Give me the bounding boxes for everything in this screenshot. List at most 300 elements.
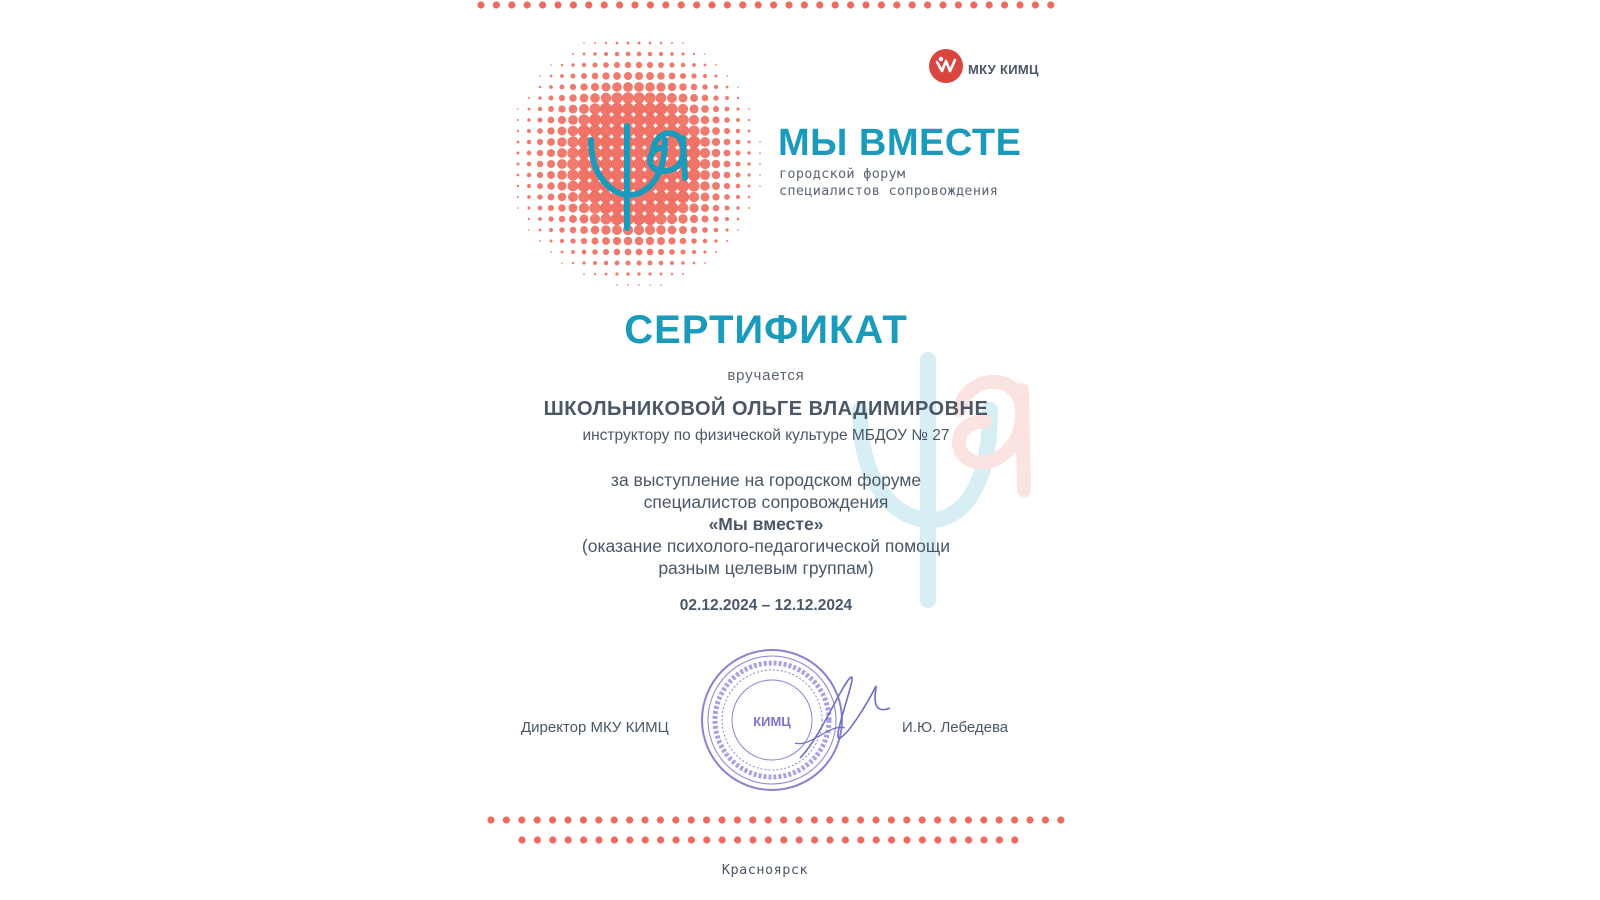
halftone-dot: [547, 182, 555, 190]
halftone-dot: [567, 169, 578, 180]
halftone-dot: [603, 249, 609, 255]
halftone-dot: [647, 249, 654, 256]
halftone-dot: [656, 225, 666, 235]
border-dot: [924, 1, 931, 8]
halftone-dot: [701, 105, 709, 113]
halftone-dot: [557, 148, 567, 158]
halftone-dot: [611, 147, 623, 159]
halftone-dot: [747, 140, 750, 143]
halftone-dot: [700, 126, 709, 135]
halftone-dot: [517, 119, 519, 121]
halftone-dot: [602, 237, 610, 245]
halftone-dot: [605, 42, 607, 44]
halftone-dot: [647, 62, 653, 68]
border-dot: [518, 816, 525, 823]
halftone-dot: [712, 193, 719, 200]
halftone-dot: [548, 117, 555, 124]
border-dot: [601, 1, 608, 8]
halftone-dot: [656, 93, 667, 104]
official-stamp: [700, 648, 900, 798]
border-dot: [934, 836, 941, 843]
halftone-dot: [550, 240, 553, 243]
halftone-dot: [583, 273, 585, 275]
border-dot: [796, 836, 803, 843]
halftone-dot: [527, 118, 531, 122]
halftone-dot: [680, 249, 685, 254]
halftone-dot: [559, 216, 566, 223]
border-dot: [749, 836, 756, 843]
halftone-dot: [747, 173, 750, 176]
halftone-dot: [669, 62, 674, 67]
border-dot: [980, 836, 987, 843]
halftone-dot: [589, 114, 601, 126]
halftone-dot: [538, 206, 543, 211]
reason-line-4: (оказание психолого-педагогической помощи: [581, 536, 951, 556]
halftone-dot: [624, 72, 632, 80]
halftone-dot: [678, 104, 688, 114]
kimc-logo-icon: [929, 49, 963, 83]
halftone-dot: [537, 183, 543, 189]
halftone-dot: [604, 52, 608, 56]
halftone-dot: [645, 225, 655, 235]
border-dot: [780, 816, 787, 823]
border-dot: [580, 836, 587, 843]
border-dot: [826, 836, 833, 843]
halftone-dot: [633, 114, 645, 126]
halftone-dot: [557, 159, 567, 169]
halftone-dot: [611, 103, 623, 115]
border-dot: [508, 1, 515, 8]
border-dot: [708, 1, 715, 8]
border-dot: [826, 816, 833, 823]
halftone-dot: [517, 108, 519, 110]
halftone-dot: [658, 62, 664, 68]
halftone-dot: [567, 136, 578, 147]
halftone-dot: [578, 147, 590, 159]
halftone-dot: [657, 72, 665, 80]
halftone-dot: [614, 62, 620, 68]
halftone-dot: [737, 229, 739, 231]
halftone-dot: [627, 284, 629, 286]
halftone-dot: [638, 42, 641, 45]
halftone-dot: [549, 85, 553, 89]
awarded-label: вручается: [727, 367, 805, 384]
halftone-dot: [633, 136, 645, 148]
halftone-dot: [579, 203, 589, 213]
recipient-name: ШКОЛЬНИКОВОЙ ОЛЬГЕ ВЛАДИМИРОВНЕ: [543, 398, 989, 420]
halftone-dot: [550, 64, 552, 66]
halftone-dot: [567, 147, 579, 159]
border-dot: [1026, 816, 1033, 823]
halftone-dot: [660, 42, 662, 44]
halftone-dot: [634, 225, 644, 235]
border-dot: [893, 1, 900, 8]
border-dot: [780, 836, 787, 843]
border-dot: [1042, 816, 1049, 823]
border-dot: [487, 816, 494, 823]
halftone-dot: [712, 171, 720, 179]
halftone-dot: [689, 115, 699, 125]
halftone-dot: [537, 150, 543, 156]
border-dot: [641, 816, 648, 823]
halftone-dot: [528, 108, 531, 111]
halftone-dot: [748, 108, 750, 110]
halftone-dot: [655, 114, 667, 126]
halftone-dot: [689, 104, 698, 113]
halftone-dot: [612, 225, 622, 235]
halftone-dot: [517, 152, 520, 155]
halftone-dot: [678, 203, 689, 214]
halftone-dot: [578, 114, 589, 125]
halftone-dot: [547, 160, 555, 168]
halftone-dot: [637, 52, 642, 57]
halftone-dot: [691, 84, 698, 91]
halftone-dot: [646, 237, 654, 245]
halftone-dot: [644, 125, 656, 137]
halftone-dot: [724, 128, 730, 134]
halftone-dot: [592, 249, 598, 255]
halftone-dot: [704, 262, 706, 264]
forum-subtitle-line1: городской форум: [779, 166, 906, 182]
border-dot: [493, 1, 500, 8]
border-dot: [872, 816, 879, 823]
border-dot: [795, 816, 802, 823]
halftone-dot: [681, 63, 686, 68]
halftone-dot: [600, 114, 612, 126]
halftone-dot: [737, 97, 739, 99]
halftone-dot: [748, 119, 750, 121]
halftone-dot: [659, 261, 664, 266]
halftone-dot: [736, 140, 741, 145]
halftone-dot: [571, 74, 576, 79]
halftone-dot: [548, 216, 553, 221]
halftone-dot: [658, 249, 664, 255]
border-dot: [565, 836, 572, 843]
halftone-dot: [701, 204, 709, 212]
halftone-dot: [537, 172, 543, 178]
halftone-dot: [669, 73, 676, 80]
halftone-dot: [538, 107, 542, 111]
halftone-dot: [712, 182, 720, 190]
border-dot: [919, 836, 926, 843]
halftone-dot: [624, 237, 633, 246]
halftone-dot: [712, 116, 719, 123]
halftone-dot: [527, 140, 531, 144]
halftone-dot: [527, 129, 531, 133]
border-dot: [785, 1, 792, 8]
halftone-dot: [702, 84, 707, 89]
halftone-dot: [580, 226, 588, 234]
border-dot: [919, 816, 926, 823]
halftone-dot: [550, 75, 553, 78]
halftone-dot: [591, 226, 600, 235]
border-dot: [842, 836, 849, 843]
border-dot: [524, 1, 531, 8]
border-dot: [1016, 1, 1023, 8]
halftone-dot: [735, 161, 740, 166]
halftone-dot: [668, 226, 677, 235]
halftone-dot: [747, 151, 750, 154]
director-label: Директор МКУ КИМЦ: [521, 719, 669, 736]
halftone-dot: [701, 193, 710, 202]
halftone-dot: [724, 183, 730, 189]
halftone-dot: [635, 72, 643, 80]
halftone-dot: [623, 82, 633, 92]
border-dot: [801, 1, 808, 8]
border-dot: [647, 1, 654, 8]
halftone-dot: [568, 192, 578, 202]
halftone-dot: [736, 107, 739, 110]
reason-line-2: специалистов сопровождения: [643, 492, 889, 512]
halftone-dot: [527, 151, 532, 156]
halftone-dot: [612, 82, 622, 92]
border-dot: [570, 1, 577, 8]
halftone-dot: [537, 139, 543, 145]
border-dot: [657, 816, 664, 823]
halftone-dot: [668, 83, 676, 91]
border-dot: [1032, 1, 1039, 8]
border-dot: [734, 836, 741, 843]
halftone-dot: [559, 84, 564, 89]
border-dot: [534, 836, 541, 843]
halftone-dot: [602, 72, 609, 79]
halftone-dot: [528, 97, 530, 99]
halftone-dot: [714, 228, 719, 233]
halftone-dot: [589, 202, 601, 214]
border-dot: [996, 836, 1003, 843]
halftone-dot: [615, 261, 620, 266]
halftone-dot: [724, 139, 731, 146]
border-dot: [965, 816, 972, 823]
halftone-dot: [688, 125, 699, 136]
border-dot: [949, 816, 956, 823]
halftone-dot: [701, 116, 710, 125]
halftone-dot: [679, 226, 687, 234]
halftone-dot: [649, 284, 651, 286]
halftone-dot: [611, 136, 623, 148]
border-dot: [878, 1, 885, 8]
border-dot: [955, 1, 962, 8]
halftone-dot: [690, 215, 698, 223]
halftone-dot: [578, 191, 589, 202]
halftone-dot: [692, 250, 696, 254]
halftone-dot: [567, 158, 579, 170]
halftone-dot: [600, 191, 612, 203]
halftone-dot: [644, 213, 656, 225]
halftone-dot: [547, 149, 555, 157]
halftone-dot: [561, 262, 563, 264]
halftone-dot: [538, 217, 542, 221]
border-dot: [903, 836, 910, 843]
halftone-dot: [578, 158, 590, 170]
border-dot: [564, 816, 571, 823]
halftone-dot: [570, 84, 576, 90]
border-dot: [816, 1, 823, 8]
border-dot: [724, 1, 731, 8]
border-dot: [616, 1, 623, 8]
halftone-dot: [611, 114, 623, 126]
halftone-dot: [539, 75, 541, 77]
halftone-dot: [700, 148, 710, 158]
halftone-dot: [578, 169, 590, 181]
halftone-dot: [748, 130, 751, 133]
halftone-dot: [726, 75, 728, 77]
halftone-dot: [582, 261, 585, 264]
halftone-dot: [704, 53, 706, 55]
halftone-dot: [600, 213, 611, 224]
halftone-dot: [725, 228, 728, 231]
halftone-dot: [633, 169, 645, 181]
forum-title: МЫ ВМЕСТЕ: [778, 122, 1022, 164]
halftone-dot: [688, 158, 700, 170]
halftone-dot: [666, 180, 678, 192]
halftone-dot: [704, 64, 707, 67]
halftone-dot: [568, 181, 579, 192]
halftone-dot: [737, 86, 739, 88]
halftone-dot: [578, 180, 590, 192]
border-dot: [534, 816, 541, 823]
halftone-dot: [690, 94, 698, 102]
halftone-dot: [591, 83, 599, 91]
halftone-dot: [549, 96, 554, 101]
halftone-dot: [527, 162, 532, 167]
halftone-dot: [667, 93, 677, 103]
halftone-dot: [571, 250, 575, 254]
halftone-dot: [600, 103, 612, 115]
halftone-dot: [735, 150, 740, 155]
border-dot: [611, 816, 618, 823]
halftone-dot: [625, 249, 632, 256]
halftone-dot: [702, 95, 709, 102]
border-dot: [657, 836, 664, 843]
halftone-dot: [580, 94, 589, 103]
halftone-dot: [600, 158, 612, 170]
halftone-dot: [724, 161, 731, 168]
halftone-dot: [648, 272, 651, 275]
border-dot: [950, 836, 957, 843]
halftone-dot: [538, 96, 542, 100]
halftone-dot: [582, 63, 586, 67]
halftone-dot: [700, 159, 710, 169]
halftone-dot: [748, 185, 751, 188]
halftone-dot: [712, 138, 720, 146]
halftone-dot: [700, 181, 710, 191]
halftone-dot: [736, 195, 740, 199]
halftone-dot: [636, 62, 642, 68]
halftone-dot: [571, 63, 575, 67]
halftone-dot: [517, 185, 519, 187]
halftone-dot: [559, 227, 564, 232]
border-dot: [996, 816, 1003, 823]
halftone-dot: [605, 273, 608, 276]
halftone-dot: [691, 73, 696, 78]
border-dot: [688, 816, 695, 823]
halftone-dot: [648, 52, 653, 57]
border-dot: [1011, 816, 1018, 823]
halftone-dot: [644, 114, 656, 126]
halftone-dot: [682, 273, 684, 275]
halftone-dot: [736, 206, 739, 209]
halftone-dot: [581, 238, 587, 244]
forum-subtitle-line2: специалистов сопровождения: [779, 183, 999, 199]
halftone-dot: [611, 202, 623, 214]
halftone-dot: [747, 162, 750, 165]
halftone-dot: [589, 180, 601, 192]
halftone-dot: [600, 202, 612, 214]
halftone-dot: [681, 261, 684, 264]
halftone-dot: [715, 251, 717, 253]
halftone-dot: [568, 126, 579, 137]
halftone-dot: [725, 96, 729, 100]
halftone-dot: [517, 174, 520, 177]
halftone-dot: [517, 163, 520, 166]
border-dot: [832, 1, 839, 8]
halftone-dot: [517, 196, 519, 198]
halftone-dot: [736, 129, 741, 134]
halftone-dot: [558, 204, 566, 212]
border-dot: [909, 1, 916, 8]
halftone-dot: [569, 215, 577, 223]
halftone-dot: [677, 114, 689, 126]
border-dot: [888, 816, 895, 823]
halftone-dot: [712, 127, 720, 135]
halftone-dot: [648, 261, 653, 266]
halftone-dot: [700, 170, 710, 180]
halftone-dot: [579, 214, 588, 223]
halftone-dot: [693, 262, 696, 265]
halftone-dot: [602, 83, 611, 92]
halftone-dot: [689, 192, 699, 202]
halftone-dot: [660, 273, 663, 276]
halftone-dot: [568, 203, 577, 212]
halftone-dot: [655, 191, 667, 203]
halftone-dot: [635, 237, 644, 246]
halftone-dot: [539, 86, 542, 89]
halftone-dot: [557, 181, 566, 190]
halftone-dot: [656, 82, 665, 91]
halftone-dot: [633, 125, 645, 137]
border-dot: [549, 816, 556, 823]
halftone-dot: [611, 169, 623, 181]
halftone-dot: [601, 93, 612, 104]
halftone-dot: [655, 103, 667, 115]
halftone-dot: [691, 227, 698, 234]
halftone-dot: [713, 106, 719, 112]
halftone-dot: [633, 213, 645, 225]
reason-line-1: за выступление на городском форуме: [610, 470, 922, 490]
halftone-dot: [527, 195, 531, 199]
halftone-dot: [678, 214, 687, 223]
halftone-dot: [527, 184, 531, 188]
border-dot: [939, 1, 946, 8]
halftone-dot: [759, 152, 761, 154]
halftone-dot: [590, 93, 600, 103]
halftone-dot: [668, 237, 675, 244]
halftone-dot: [593, 52, 597, 56]
halftone-dot: [726, 240, 728, 242]
halftone-dot: [569, 105, 578, 114]
halftone-dot: [713, 216, 719, 222]
halftone-dot: [539, 229, 542, 232]
border-dot: [693, 1, 700, 8]
halftone-dot: [615, 52, 619, 56]
stamp-center-text: КИМЦ: [753, 714, 791, 729]
signer-name: И.Ю. Лебедева: [902, 719, 1009, 736]
border-dot: [770, 1, 777, 8]
halftone-dot: [581, 73, 587, 79]
psi-alpha-emblem-icon: [505, 30, 765, 290]
halftone-dot: [589, 125, 601, 137]
